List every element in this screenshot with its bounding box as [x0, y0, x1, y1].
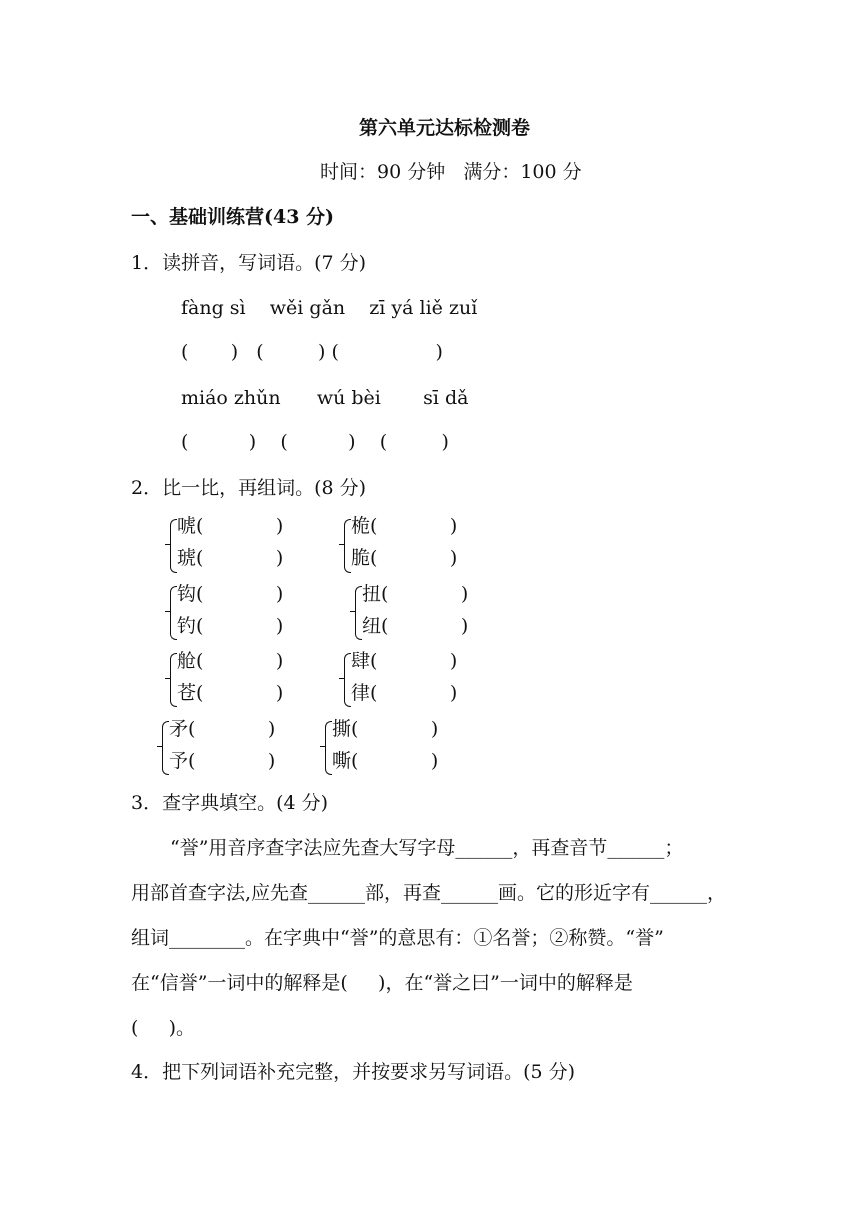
compare-item: 矛( ) [169, 718, 276, 740]
brace-5 [170, 653, 177, 707]
question-3-line: 在“信誉”一词中的解释是( )，在“誉之曰”一词中的解释是 [131, 972, 633, 994]
pinyin-row-1: fàng sì wěi gǎn zī yá liě zuǐ [181, 297, 478, 319]
question-3-line: 组词________。在字典中“誉”的意思有：①名誉；②称赞。“誉” [131, 927, 664, 949]
brace-1 [170, 519, 177, 573]
question-3-line: 用部首查字法,应先查______部，再查______画。它的形近字有______， [131, 882, 727, 904]
compare-item: 舱( ) [177, 650, 284, 672]
compare-item: 钩( ) [177, 583, 284, 605]
compare-item: 予( ) [169, 750, 276, 772]
compare-item: 嘶( ) [332, 750, 439, 772]
question-3-line: “誉”用音序查字法应先查大写字母______，再查音节______； [170, 837, 684, 859]
brace-6 [344, 653, 351, 707]
question-4-heading: 4．把下列词语补充完整，并按要求另写词语。(5 分) [131, 1061, 576, 1083]
brace-2 [344, 519, 351, 573]
compare-item: 肆( ) [351, 650, 458, 672]
compare-item: 脆( ) [351, 547, 458, 569]
page-title: 第六单元达标检测卷 [359, 117, 531, 139]
question-1-heading: 1．读拼音，写词语。(7 分) [131, 252, 367, 274]
compare-item: 琥( ) [177, 547, 284, 569]
compare-item: 撕( ) [332, 718, 439, 740]
brace-3 [170, 586, 177, 640]
brace-4 [355, 586, 362, 640]
compare-item: 钓( ) [177, 615, 284, 637]
compare-item: 苍( ) [177, 682, 284, 704]
compare-item: 唬( ) [177, 515, 284, 537]
exam-info: 时间：90 分钟 满分：100 分 [320, 161, 582, 183]
brace-8 [325, 721, 332, 775]
compare-item: 桅( ) [351, 515, 458, 537]
question-3-line: ( )。 [131, 1017, 196, 1039]
answer-blanks-row-2: ( ) ( ) ( ) [181, 431, 449, 453]
compare-item: 律( ) [351, 682, 458, 704]
pinyin-row-2: miáo zhǔn wú bèi sī dǎ [181, 387, 469, 409]
question-3-heading: 3．查字典填空。(4 分) [131, 792, 329, 814]
question-2-heading: 2．比一比，再组词。(8 分) [131, 477, 367, 499]
section-heading: 一、基础训练营(43 分) [131, 206, 335, 228]
compare-item: 扭( ) [362, 583, 469, 605]
compare-item: 纽( ) [362, 615, 469, 637]
answer-blanks-row-1: ( ) ( ) ( ) [181, 341, 443, 363]
brace-7 [162, 721, 169, 775]
